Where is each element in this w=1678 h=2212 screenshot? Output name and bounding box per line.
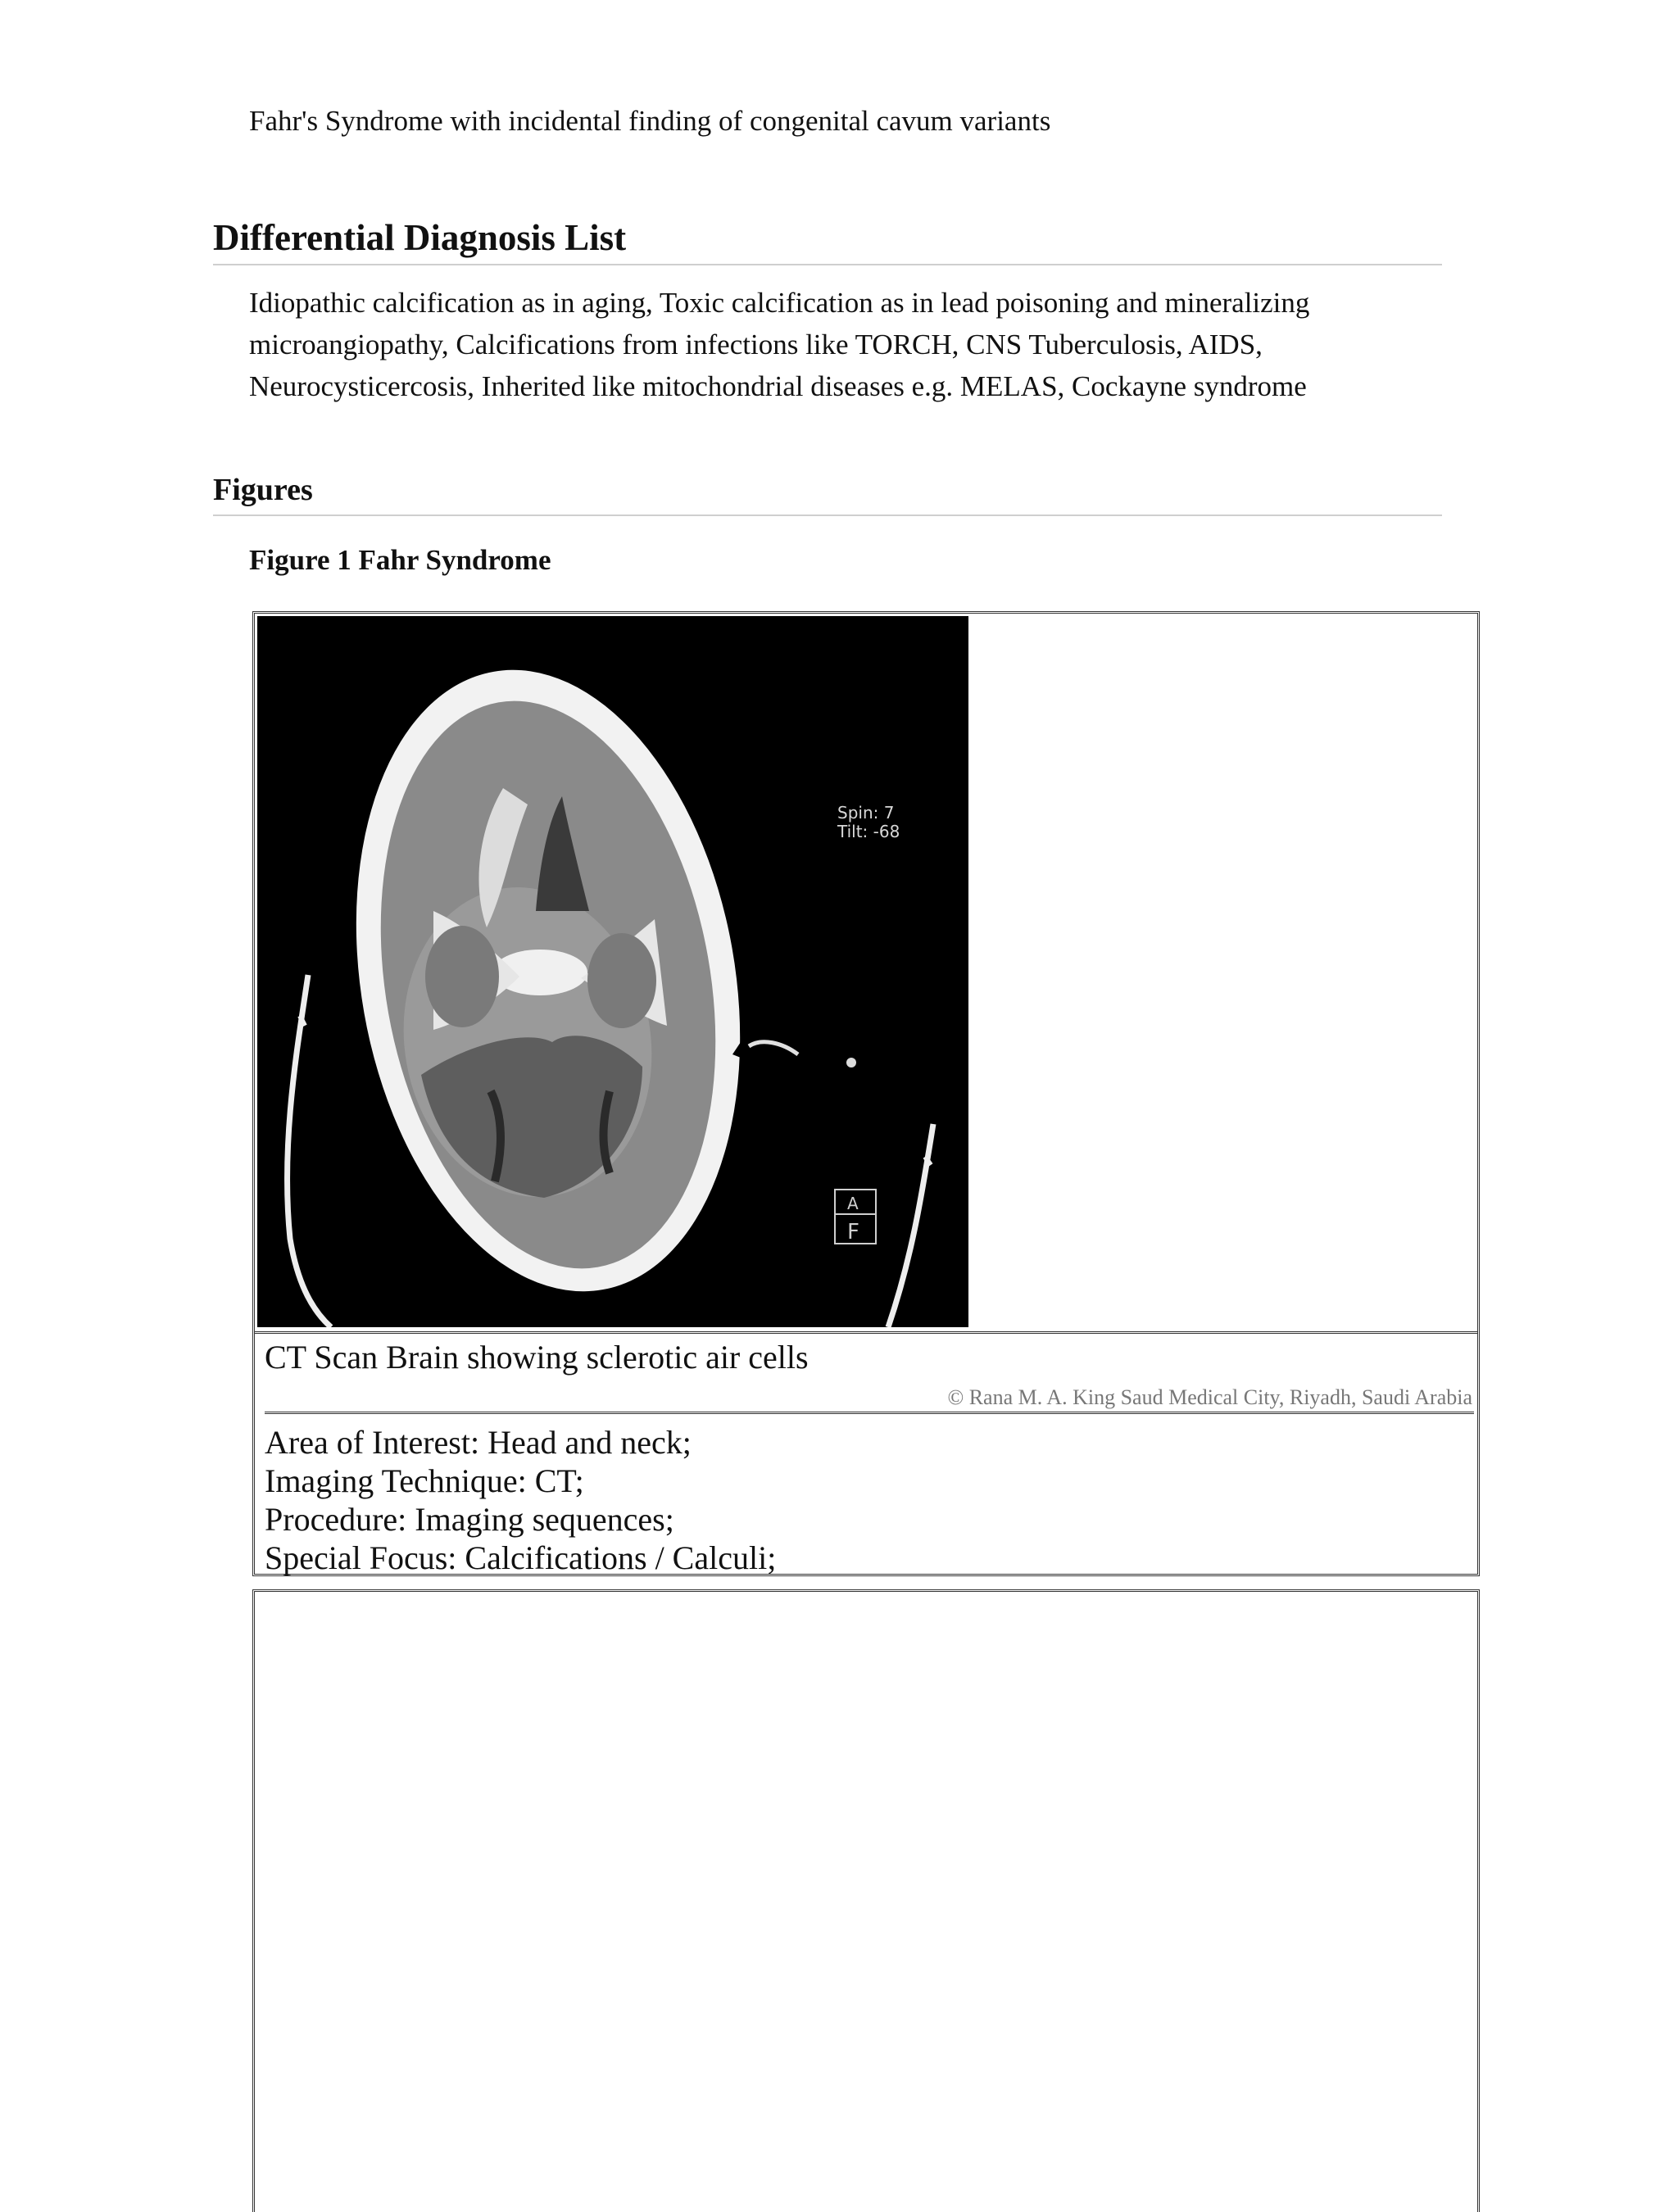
figure-metadata — [265, 1423, 776, 1577]
final-diagnosis-text: Fahr's Syndrome with incidental finding of congenital cavum variants — [249, 105, 1051, 137]
figure-panel — [252, 611, 1480, 1576]
differential-line: Neurocysticercosis, Inherited like mitochondrial diseases e.g. MELAS, Cockayne syndrome — [249, 370, 1307, 402]
differential-diagnosis-text — [249, 282, 1445, 407]
scan-overlay-tilt: Tilt: -68 — [837, 822, 900, 841]
differential-line: Idiopathic calcification as in aging, Toxic calcification as in lead poisoning and mineralizing — [249, 287, 1310, 319]
ct-scan-image — [257, 616, 968, 1327]
figure-credit: © Rana M. A. King Saud Medical City, Riyadh, Saudi Arabia — [947, 1385, 1472, 1409]
figure-title: Figure 1 Fahr Syndrome — [249, 544, 551, 576]
meta-procedure: Procedure: Imaging sequences; — [265, 1501, 674, 1538]
differential-line: microangiopathy, Calcifications from infections like TORCH, CNS Tuberculosis, AIDS, — [249, 329, 1263, 360]
orientation-marker-f: F — [847, 1220, 859, 1244]
meta-area-of-interest: Area of Interest: Head and neck; — [265, 1424, 692, 1461]
section-heading-figures: Figures — [213, 470, 1442, 516]
figure-caption: CT Scan Brain showing sclerotic air cells — [265, 1339, 809, 1376]
section-heading-differential: Differential Diagnosis List — [213, 215, 1442, 265]
orientation-marker-a: A — [847, 1194, 859, 1213]
ct-scan-graphic — [257, 616, 968, 1327]
caption-divider — [265, 1412, 1474, 1414]
scan-overlay-spin: Spin: 7 — [837, 803, 895, 823]
meta-special-focus: Special Focus: Calcifications / Calculi; — [265, 1539, 777, 1576]
meta-imaging-technique: Imaging Technique: CT; — [265, 1462, 584, 1499]
figure-image-cell — [255, 614, 1477, 1334]
second-figure-panel — [252, 1589, 1480, 2212]
